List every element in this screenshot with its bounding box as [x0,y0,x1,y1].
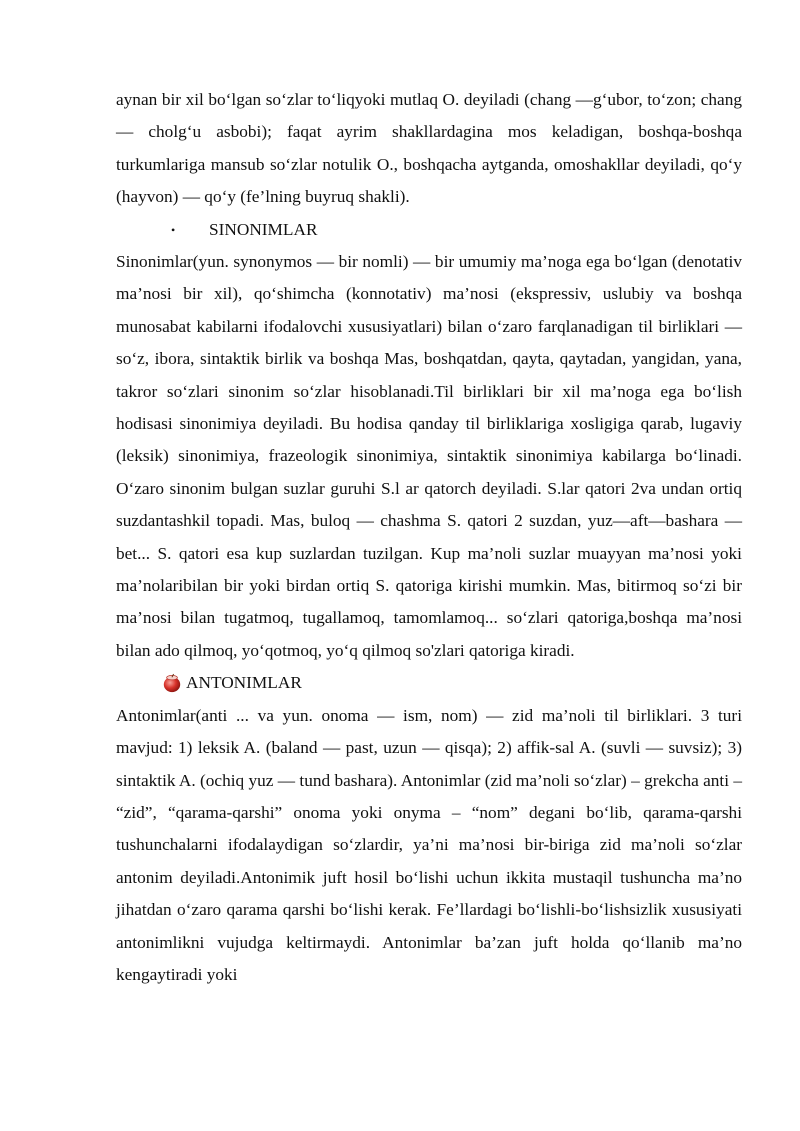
heading-sinonimlar-label: SINONIMLAR [209,219,318,239]
paragraph-omonimlar-end: aynan bir xil bo‘lgan so‘zlar to‘liqyoki mutlaq O. deyiladi (chang —g‘ubor, to‘zon; chang — cholg‘u asbobi); faqat ayrim shakllardagina mos keladigan, boshqa-boshqa turkumlariga mansub so‘zlar notulik O., boshqacha aytganda, omoshakllar deyiladi, qo‘y (hayvon) — qo‘y (fe’lning buyruq shakli). [116,90,742,207]
heading-antonimlar [116,667,742,699]
heading-sinonimlar [116,214,742,246]
document-page [116,84,742,991]
heading-antonimlar-label: ANTONIMLAR [186,673,302,693]
bullet-dot-icon: • [171,222,176,237]
red-apple-icon [162,673,182,693]
paragraph-antonimlar: Antonimlar(anti ... va yun. onoma — ism, nom) — zid ma’noli til birliklari. 3 turi mavjud: 1) leksik A. (baland — past, uzun — qisqa); 2) affik-sal A. (suvli — suvsiz); 3) sintaktik A. (ochiq yuz — tund bashara). Antonimlar (zid ma’noli so‘zlar) – grekcha anti – “zid”, “qarama-qarshi” onoma yoki onyma – “nom” degani bo‘lib, qarama-qarshi tushunchalarni ifodalaydigan so‘zlardir, ya’ni ma’nosi bir-biriga zid ma’noli so‘zlar antonim deyiladi.Antonimik juft hosil bo‘lishi uchun ikkita mustaqil tushuncha ma’no jihatdan o‘zaro qarama qarshi bo‘lishi kerak. Fe’llardagi bo‘lishli-bo‘lishsizlik xususiyati antonimlikni vujudga keltirmaydi. Antonimlar ba’zan juft holda qo‘llanib ma’no kengaytiradi yoki [116,705,742,984]
paragraph-sinonimlar: Sinonimlar(yun. synonymos — bir nomli) — bir umumiy ma’noga ega bo‘lgan (denotativ ma’nosi bir xil), qo‘shimcha (konnotativ) ma’nosi (ekspressiv, uslubiy va boshqa munosabat kabilarni ifodalovchi xususiyatlari) bilan o‘zaro farqlanadigan til birliklari — so‘z, ibora, sintaktik birlik va boshqa Mas, boshqatdan, qayta, qaytadan, yangidan, yana, takror so‘zlari sinonim so‘zlar hisoblanadi.Til birliklari bir xil ma’noga ega bo‘lish hodisasi sinonimiya deyiladi. Bu hodisa qanday til birliklariga xosligiga qarab, lugaviy (leksik) sinonimiya, frazeologik sinonimiya, sintaktik sinonimiya kabilarga bo‘linadi. O‘zaro sinonim bulgan suzlar guruhi S.l ar qatorch deyiladi. S.lar qatori 2va undan ortiq suzdantashkil topadi. Mas, buloq — chashma S. qatori 2 suzdan, yuz—aft—bashara — bet... S. qatori esa kup suzlardan tuzilgan. Kup ma’noli suzlar muayyan ma’nosi yoki ma’nolaribilan bir yoki birdan ortiq S. qatoriga kirishi mumkin. Mas, bitirmoq so‘zi bir ma’nosi bilan tugatmoq, tugallamoq, tamomlamoq... so‘zlari qatoriga,boshqa ma’nosi bilan ado qilmoq, yo‘qotmoq, yo‘q qilmoq so'zlari qatoriga kiradi. [116,252,742,660]
